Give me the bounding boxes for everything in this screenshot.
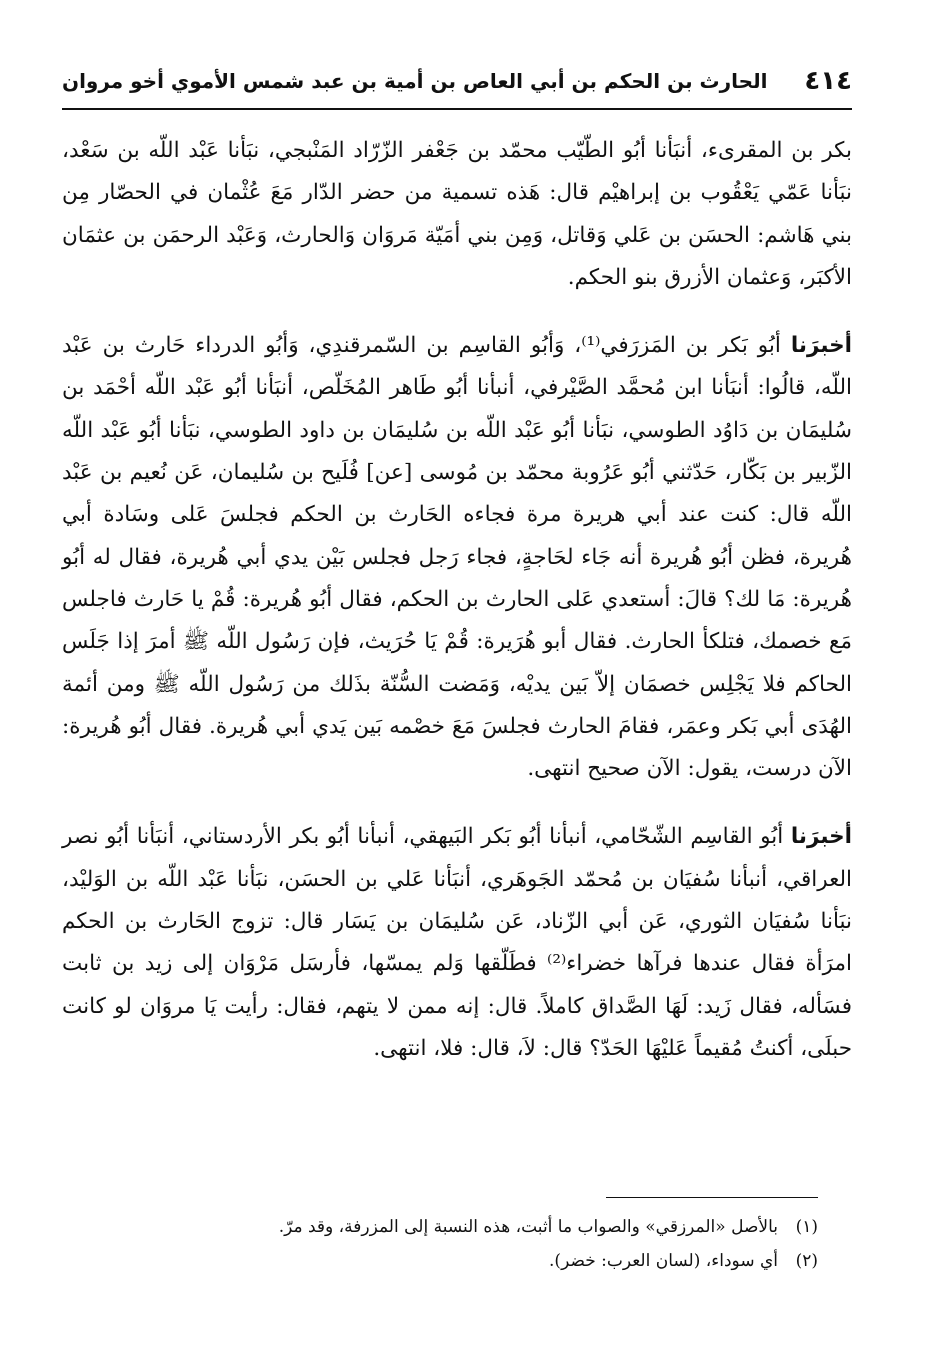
main-text	[62, 130, 852, 1070]
footnote-mark: (١)	[795, 1217, 818, 1237]
footnote-text: بالأصل «المرزقي» والصواب ما أثبت، هذه النسبة إلى المزرفة، وقد مرّ.	[278, 1217, 778, 1237]
running-head: الحارث بن الحكم بن أبي العاص بن أمية بن عبد شمس الأموي أخو مروان	[62, 69, 768, 93]
footnotes	[62, 1210, 818, 1278]
paragraph-lead-word: أخبرَنا	[790, 824, 852, 850]
footnote-divider	[606, 1197, 818, 1198]
header-divider	[62, 108, 852, 110]
paragraph-text: بكر بن المقرىء، أنبَأنا أبُو الطّيّب محمّد بن جَعْفر الزّرّاد المَنْبجي، نبَأنا عَبْد اللّه بن سَعْد، نبَأنا عَمّي يَعْقُوب بن إبراهيْم قال: هَذه تسمية من حضر الدّار مَعَ عُثْمان في الحصّار مِن بني هَاشم: الحسَن بن عَلي وَقاتل، وَمِن بني أمَيّة مَروَان وَالحارث، وَعَبْد الرحمَن بن عثمَان الأكبَر، وَعثمان الأزرق بنو الحكم.	[62, 138, 852, 290]
paragraph-text: أبُو بَكر بن المَزرَفي⁽¹⁾، وَأبُو القاسِم بن السّمرقندِي، وَأبُو الدرداء حَارث بن عَبْد اللّه، قالُوا: أنبَأنا ابن مُحمَّد الصَّيْرفي، أنبأنا أبُو طَاهر المُخَلّص، أنبَأنا أبُو عَبْد اللّه أحْمَد بن سُليمَان بن دَاوُد الطوسي، نبَأنا أبُو عَبْد اللّه بن سُليمَان بن داود الطوسي، نبَأنا أبُو عَبْد اللّه الزّبير بن بَكّار، حَدّثني أبُو عَرُوبة محمّد بن مُوسى [عن] فُلَيح بن سُليمان، عَن نُعيم بن عَبْد اللّه قال: كنت عند أبي هريرة مرة فجاءه الحَارث بن الحكم فجلسَ عَلى وسَادة أبي هُريرة، فظن أبُو هُريرة أنه جَاء لحَاجةٍ، فجاء رَجل فجلس بَيْن يدي أبي هُريرة، فقال له أبُو هُريرة: مَا لك؟ قالَ: أستعدي عَلى الحارث بن الحكم، فقال أبُو هُريرة: قُمْ يا حَارث فاجلس مَع خصمك، فتلكأ الحارث. فقال أبو هُرَيرة: قُمْ يَا حُرَيث، فإن رَسُول اللّه ﷺ أمرَ إذا جَلَس الحاكم فلا يَجْلِس خصمَان إلاّ بَين يديْه، وَمَضت السُّنّة بذَلك من رَسُول اللّه ﷺ ومن أئمة الهُدَى أبي بَكر وعمَر، فقامَ الحارث فجلسَ مَعَ خصْمه بَين يَدي أبي هُريرة. فقال أبُو هُريرة: الآن درست، يقول: الآن صحيح انتهى.	[62, 333, 852, 782]
page-number: ٤١٤	[804, 66, 852, 96]
paragraph-text: أبُو القاسِم الشّحّامي، أنبأنا أبُو بَكر البَيهقي، أنبأنا أبُو بكر الأردستاني، أنبَأنا أبُو نصر العراقي، أنبأنا سُفيَان بن مُحمّد الجَوهَري، أنبَأنا عَلي بن الحسَن، نبَأنا عَبْد اللّه بن الوَليْد، نبَأنا سُفيَان الثوري، عَن أبي الزّناد، عَن سُليمَان بن يَسَار قال: تزوج الحَارث بن الحكم امرَأة فقال عندها فرآها خضراء⁽²⁾ فطَلّقها وَلم يمسّها، فأرسَل مَرْوَان إلى زيد بن ثابت فسَأله، فقال زَيد: لَهَا الصَّداق كاملاً. قال: إنه ممن لا يتهم، فقال: رأيت يَا مروَان لو كانت حبلَى، أكنتُ مُقيماً عَليْهَا الحَدّ؟ قال: لاَ، قال: فلا، انتهى.	[62, 824, 852, 1061]
footnote-item	[62, 1210, 818, 1244]
paragraph-1	[62, 130, 852, 299]
footnote-text: أي سوداء، (لسان العرب: خضر).	[549, 1251, 778, 1271]
paragraph-lead-word: أخبرَنا	[790, 333, 852, 359]
paragraph-3	[62, 816, 852, 1070]
page-header	[62, 64, 852, 98]
paragraph-2	[62, 325, 852, 790]
footnote-mark: (٢)	[795, 1251, 818, 1271]
footnote-item	[62, 1244, 818, 1278]
